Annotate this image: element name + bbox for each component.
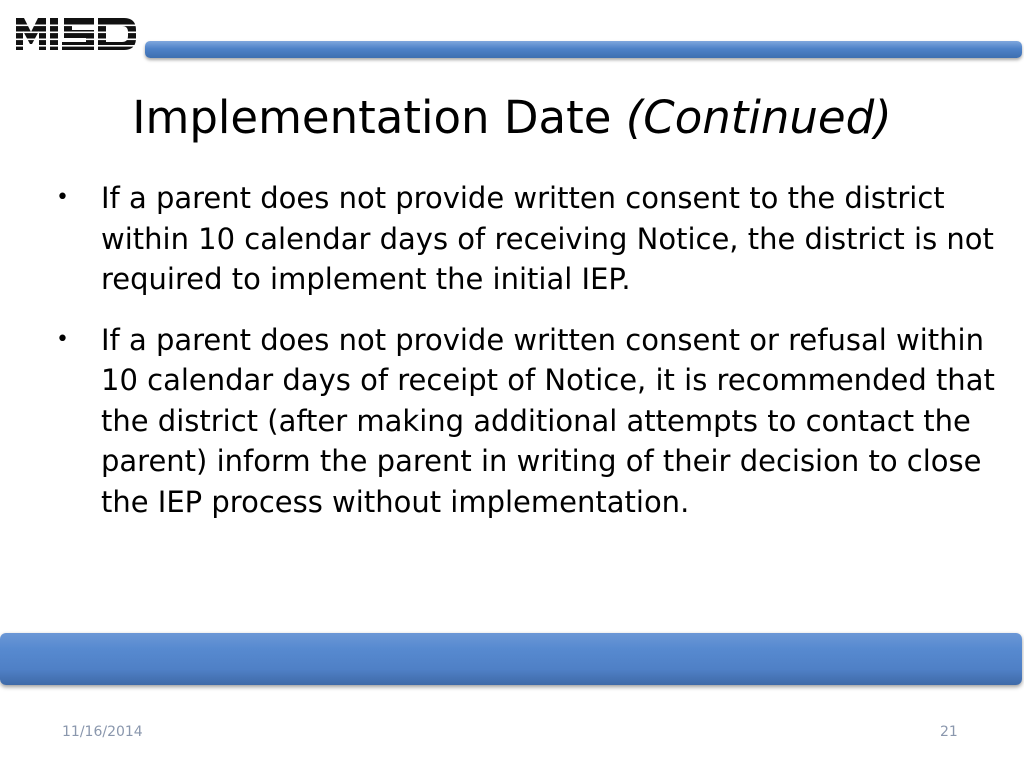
- svg-text:MISD: MISD: [16, 16, 19, 17]
- header-bar: [145, 41, 1022, 58]
- footer-date: 11/16/2014: [62, 724, 143, 740]
- bullet-list: [56, 178, 996, 542]
- bullet-text: If a parent does not provide written consent or refusal within 10 calendar days of receipt of Notice, it is recommended that the district (after making additional attempts to contact the parent) inform the parent in writing of their decision to close the IEP process without implementation.: [101, 322, 995, 519]
- misd-logo: [16, 16, 138, 52]
- bullet-item: [56, 178, 996, 300]
- bullet-icon: •: [56, 326, 69, 352]
- bullet-text: If a parent does not provide written consent to the district within 10 calendar days of receiving Notice, the district is not required to implement the initial IEP.: [101, 181, 994, 296]
- footer-bar: [0, 633, 1022, 685]
- bullet-icon: •: [56, 185, 69, 210]
- title-main: Implementation Date: [132, 91, 626, 144]
- page-number: 21: [940, 724, 958, 740]
- slide-title: [0, 88, 1024, 148]
- title-continued: (Continued): [625, 91, 892, 144]
- bullet-item: [56, 320, 996, 523]
